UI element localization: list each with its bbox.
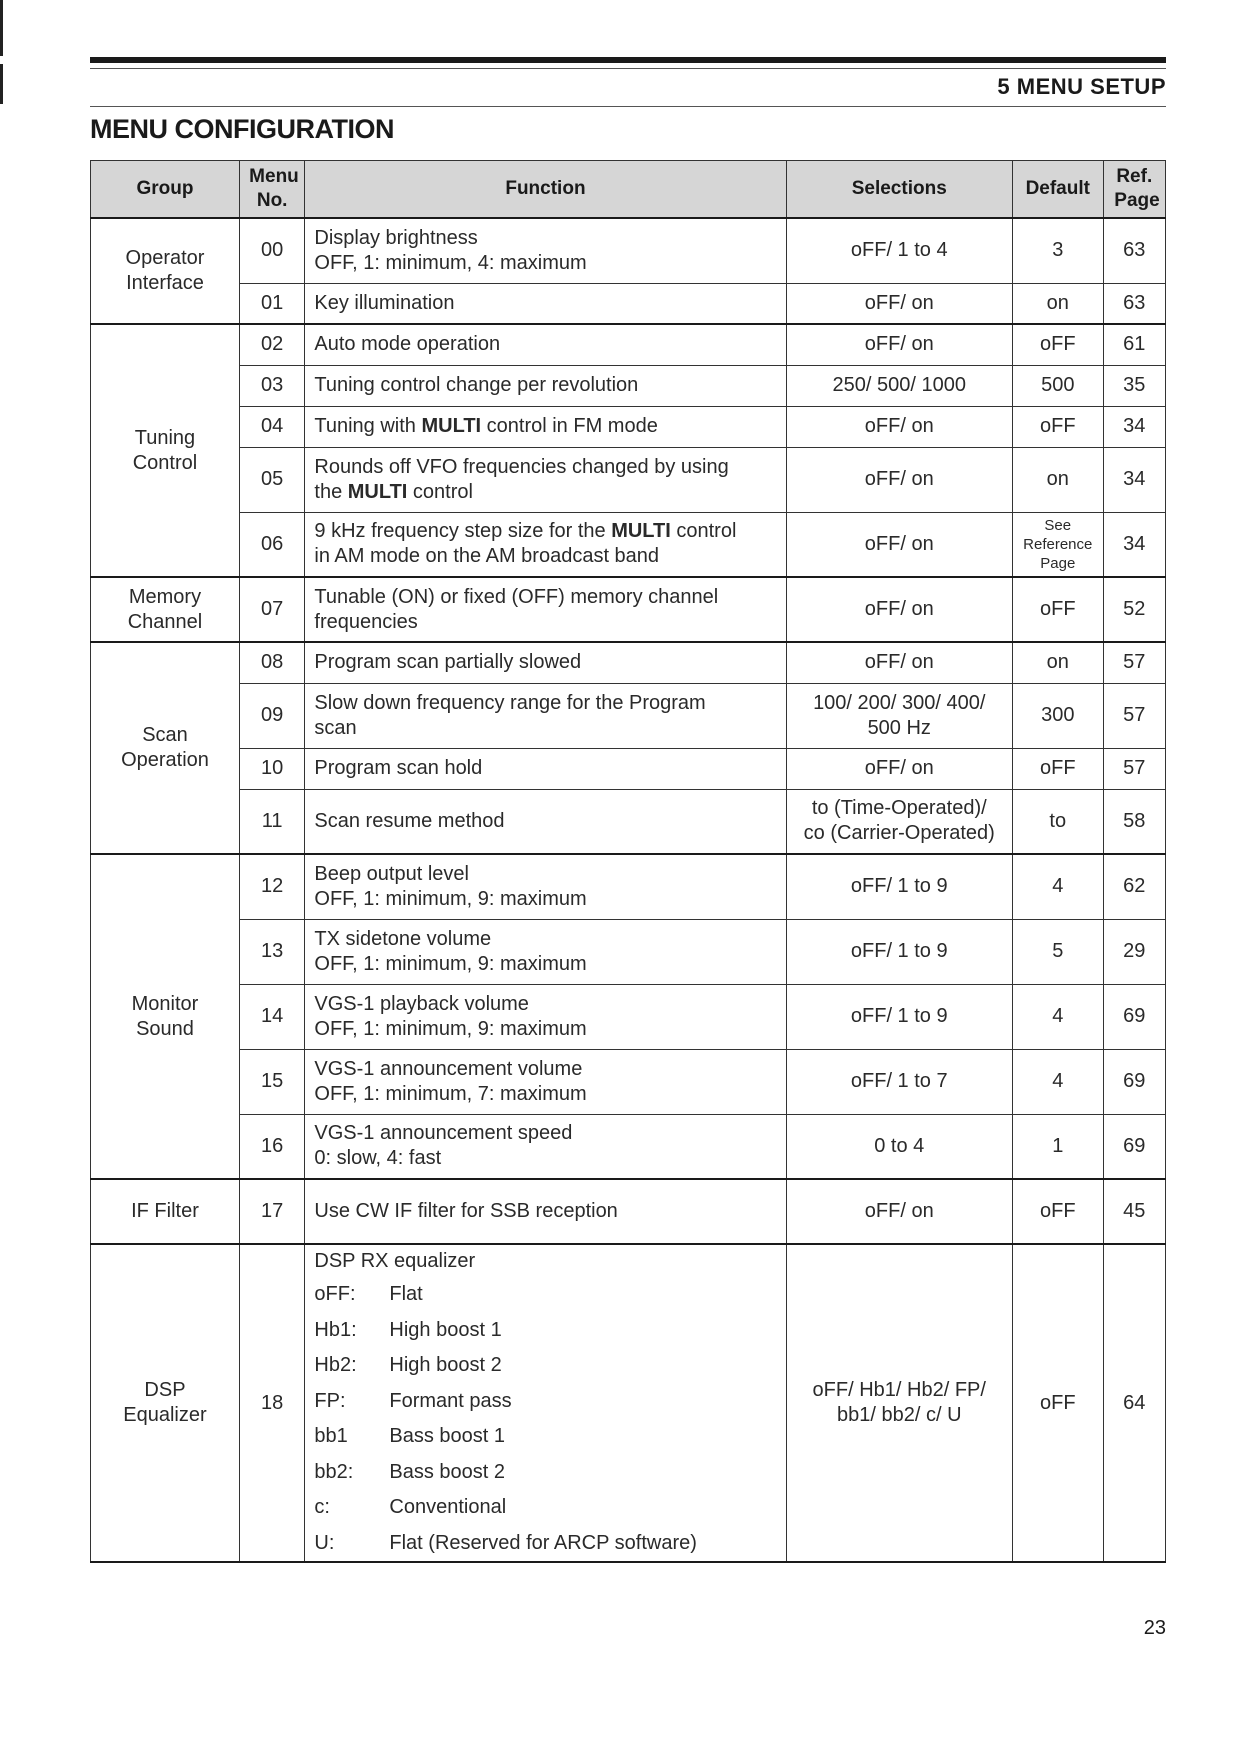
col-header-function: Function bbox=[305, 161, 786, 219]
default-cell: 3 bbox=[1012, 218, 1103, 283]
selections-cell: oFF/ 1 to 9 bbox=[786, 984, 1012, 1049]
binding-mark bbox=[0, 0, 3, 56]
default-cell: oFF bbox=[1012, 748, 1103, 789]
eq-option-desc: Bass boost 1 bbox=[389, 1425, 506, 1448]
selections-cell: oFF/ on bbox=[786, 324, 1012, 365]
ref-page-cell: 62 bbox=[1103, 854, 1165, 919]
default-cell: 5 bbox=[1012, 919, 1103, 984]
menu-no-cell: 16 bbox=[239, 1114, 304, 1179]
eq-option bbox=[314, 1313, 776, 1349]
menu-no-cell: 10 bbox=[239, 748, 304, 789]
default-cell: oFF bbox=[1012, 577, 1103, 642]
function-cell: Display brightness OFF, 1: minimum, 4: maximum bbox=[305, 218, 786, 283]
menu-no-cell: 03 bbox=[239, 365, 304, 406]
eq-option bbox=[314, 1526, 776, 1562]
menu-no-cell: 13 bbox=[239, 919, 304, 984]
eq-option bbox=[314, 1419, 776, 1455]
col-header-menu-no: Menu No. bbox=[239, 161, 304, 219]
ref-page-cell: 34 bbox=[1103, 512, 1165, 577]
eq-option-code: Hb1: bbox=[314, 1318, 357, 1341]
ref-page-cell: 34 bbox=[1103, 406, 1165, 447]
function-cell: VGS-1 announcement volume OFF, 1: minimum, 7: maximum bbox=[305, 1049, 786, 1114]
selections-cell: oFF/ on bbox=[786, 406, 1012, 447]
ref-page-cell: 52 bbox=[1103, 577, 1165, 642]
table-row bbox=[91, 789, 1166, 854]
default-cell: 1 bbox=[1012, 1114, 1103, 1179]
function-cell: VGS-1 playback volume OFF, 1: minimum, 9: maximum bbox=[305, 984, 786, 1049]
eq-option bbox=[314, 1384, 776, 1420]
eq-option-code: c: bbox=[314, 1496, 330, 1519]
binding-mark bbox=[0, 64, 3, 104]
ref-page-cell: 63 bbox=[1103, 283, 1165, 324]
header-rule-under bbox=[90, 106, 1166, 107]
eq-option-code: FP: bbox=[314, 1389, 346, 1412]
menu-configuration-table bbox=[90, 160, 1166, 1563]
eq-option-desc: Formant pass bbox=[389, 1389, 512, 1412]
function-cell: 9 kHz frequency step size for the MULTI control in AM mode on the AM broadcast band bbox=[305, 512, 786, 577]
table-row bbox=[91, 1179, 1166, 1244]
selections-cell: oFF/ on bbox=[786, 512, 1012, 577]
ref-page-cell: 69 bbox=[1103, 1114, 1165, 1179]
table-row bbox=[91, 1244, 1166, 1562]
function-cell: Tuning control change per revolution bbox=[305, 365, 786, 406]
menu-no-cell: 05 bbox=[239, 447, 304, 512]
page-number: 23 bbox=[1143, 1617, 1166, 1639]
group-cell: Monitor Sound bbox=[91, 854, 240, 1179]
eq-option-code: bb1 bbox=[314, 1425, 348, 1448]
menu-no-cell: 18 bbox=[239, 1244, 304, 1562]
default-cell: on bbox=[1012, 642, 1103, 683]
table-row bbox=[91, 365, 1166, 406]
default-cell: 300 bbox=[1012, 683, 1103, 748]
default-cell: 500 bbox=[1012, 365, 1103, 406]
selections-cell: oFF/ on bbox=[786, 447, 1012, 512]
table-row bbox=[91, 854, 1166, 919]
default-cell: to bbox=[1012, 789, 1103, 854]
selections-cell: oFF/ on bbox=[786, 642, 1012, 683]
ref-page-cell: 34 bbox=[1103, 447, 1165, 512]
header-rule-thick bbox=[90, 57, 1166, 63]
eq-option-list bbox=[314, 1277, 776, 1561]
col-header-selections: Selections bbox=[786, 161, 1012, 219]
group-cell: Scan Operation bbox=[91, 642, 240, 854]
eq-option-desc: Flat (Reserved for ARCP software) bbox=[389, 1531, 697, 1554]
ref-page-cell: 45 bbox=[1103, 1179, 1165, 1244]
menu-no-cell: 09 bbox=[239, 683, 304, 748]
ref-page-cell: 58 bbox=[1103, 789, 1165, 854]
eq-option bbox=[314, 1490, 776, 1526]
default-cell: on bbox=[1012, 447, 1103, 512]
menu-no-cell: 11 bbox=[239, 789, 304, 854]
function-cell: Scan resume method bbox=[305, 789, 786, 854]
table-row bbox=[91, 642, 1166, 683]
table-row bbox=[91, 283, 1166, 324]
group-cell: Memory Channel bbox=[91, 577, 240, 642]
function-cell: Slow down frequency range for the Program scan bbox=[305, 683, 786, 748]
default-cell: 4 bbox=[1012, 1049, 1103, 1114]
function-cell: Tuning with MULTI control in FM mode bbox=[305, 406, 786, 447]
table-row bbox=[91, 1114, 1166, 1179]
selections-cell: oFF/ 1 to 4 bbox=[786, 218, 1012, 283]
selections-cell: oFF/ on bbox=[786, 283, 1012, 324]
function-cell: Key illumination bbox=[305, 283, 786, 324]
table-row bbox=[91, 512, 1166, 577]
eq-option-code: oFF: bbox=[314, 1283, 356, 1306]
selections-cell: oFF/ on bbox=[786, 748, 1012, 789]
col-header-default: Default bbox=[1012, 161, 1103, 219]
selections-cell: oFF/ Hb1/ Hb2/ FP/ bb1/ bb2/ c/ U bbox=[786, 1244, 1012, 1562]
ref-page-cell: 57 bbox=[1103, 642, 1165, 683]
default-cell: 4 bbox=[1012, 984, 1103, 1049]
ref-page-cell: 64 bbox=[1103, 1244, 1165, 1562]
selections-cell: 250/ 500/ 1000 bbox=[786, 365, 1012, 406]
menu-no-cell: 12 bbox=[239, 854, 304, 919]
eq-option-desc: Flat bbox=[389, 1283, 423, 1306]
selections-cell: to (Time-Operated)/ co (Carrier-Operated) bbox=[786, 789, 1012, 854]
page-heading: MENU CONFIGURATION bbox=[90, 114, 394, 144]
section-title: 5 MENU SETUP bbox=[997, 74, 1166, 99]
menu-no-cell: 02 bbox=[239, 324, 304, 365]
menu-no-cell: 07 bbox=[239, 577, 304, 642]
menu-no-cell: 01 bbox=[239, 283, 304, 324]
col-header-ref-page: Ref. Page bbox=[1103, 161, 1165, 219]
eq-option bbox=[314, 1455, 776, 1491]
table-row bbox=[91, 984, 1166, 1049]
eq-option-desc: High boost 2 bbox=[389, 1354, 502, 1377]
eq-option bbox=[314, 1277, 776, 1313]
function-cell: Use CW IF filter for SSB reception bbox=[305, 1179, 786, 1244]
menu-no-cell: 15 bbox=[239, 1049, 304, 1114]
function-cell bbox=[305, 1244, 786, 1562]
eq-option bbox=[314, 1348, 776, 1384]
selections-cell: oFF/ 1 to 7 bbox=[786, 1049, 1012, 1114]
table-header-row bbox=[91, 161, 1166, 219]
ref-page-cell: 57 bbox=[1103, 683, 1165, 748]
selections-cell: oFF/ on bbox=[786, 1179, 1012, 1244]
menu-no-cell: 06 bbox=[239, 512, 304, 577]
table-row bbox=[91, 218, 1166, 283]
function-cell: Rounds off VFO frequencies changed by using the MULTI control bbox=[305, 447, 786, 512]
eq-option-code: U: bbox=[314, 1531, 335, 1554]
ref-page-cell: 35 bbox=[1103, 365, 1165, 406]
eq-title: DSP RX equalizer bbox=[314, 1249, 476, 1272]
ref-page-cell: 69 bbox=[1103, 984, 1165, 1049]
table-row bbox=[91, 683, 1166, 748]
eq-option-desc: Conventional bbox=[389, 1496, 507, 1519]
table-row bbox=[91, 324, 1166, 365]
table-row bbox=[91, 919, 1166, 984]
function-cell: Program scan hold bbox=[305, 748, 786, 789]
default-cell: oFF bbox=[1012, 1244, 1103, 1562]
selections-cell: 0 to 4 bbox=[786, 1114, 1012, 1179]
ref-page-cell: 29 bbox=[1103, 919, 1165, 984]
selections-cell: 100/ 200/ 300/ 400/ 500 Hz bbox=[786, 683, 1012, 748]
col-header-group: Group bbox=[91, 161, 240, 219]
eq-option-code: Hb2: bbox=[314, 1354, 357, 1377]
default-cell: oFF bbox=[1012, 406, 1103, 447]
menu-no-cell: 04 bbox=[239, 406, 304, 447]
default-cell: See Reference Page bbox=[1012, 512, 1103, 577]
default-cell: 4 bbox=[1012, 854, 1103, 919]
table-row bbox=[91, 577, 1166, 642]
function-cell: TX sidetone volume OFF, 1: minimum, 9: maximum bbox=[305, 919, 786, 984]
function-cell: Program scan partially slowed bbox=[305, 642, 786, 683]
table-row bbox=[91, 1049, 1166, 1114]
menu-no-cell: 00 bbox=[239, 218, 304, 283]
default-cell: oFF bbox=[1012, 324, 1103, 365]
table-row bbox=[91, 748, 1166, 789]
eq-option-code: bb2: bbox=[314, 1460, 354, 1483]
header-rule-thin bbox=[90, 68, 1166, 69]
ref-page-cell: 69 bbox=[1103, 1049, 1165, 1114]
function-cell: Auto mode operation bbox=[305, 324, 786, 365]
table-row bbox=[91, 447, 1166, 512]
group-cell: DSP Equalizer bbox=[91, 1244, 240, 1562]
menu-no-cell: 17 bbox=[239, 1179, 304, 1244]
function-cell: Beep output level OFF, 1: minimum, 9: maximum bbox=[305, 854, 786, 919]
menu-no-cell: 08 bbox=[239, 642, 304, 683]
table-row bbox=[91, 406, 1166, 447]
default-cell: oFF bbox=[1012, 1179, 1103, 1244]
function-cell: VGS-1 announcement speed 0: slow, 4: fast bbox=[305, 1114, 786, 1179]
ref-page-cell: 61 bbox=[1103, 324, 1165, 365]
eq-option-desc: High boost 1 bbox=[389, 1318, 502, 1341]
ref-page-cell: 57 bbox=[1103, 748, 1165, 789]
ref-page-cell: 63 bbox=[1103, 218, 1165, 283]
group-cell: Tuning Control bbox=[91, 324, 240, 577]
group-cell: Operator Interface bbox=[91, 218, 240, 324]
selections-cell: oFF/ 1 to 9 bbox=[786, 919, 1012, 984]
menu-no-cell: 14 bbox=[239, 984, 304, 1049]
selections-cell: oFF/ on bbox=[786, 577, 1012, 642]
eq-option-desc: Bass boost 2 bbox=[389, 1460, 506, 1483]
selections-cell: oFF/ 1 to 9 bbox=[786, 854, 1012, 919]
group-cell: IF Filter bbox=[91, 1179, 240, 1244]
default-cell: on bbox=[1012, 283, 1103, 324]
function-cell: Tunable (ON) or fixed (OFF) memory channel frequencies bbox=[305, 577, 786, 642]
